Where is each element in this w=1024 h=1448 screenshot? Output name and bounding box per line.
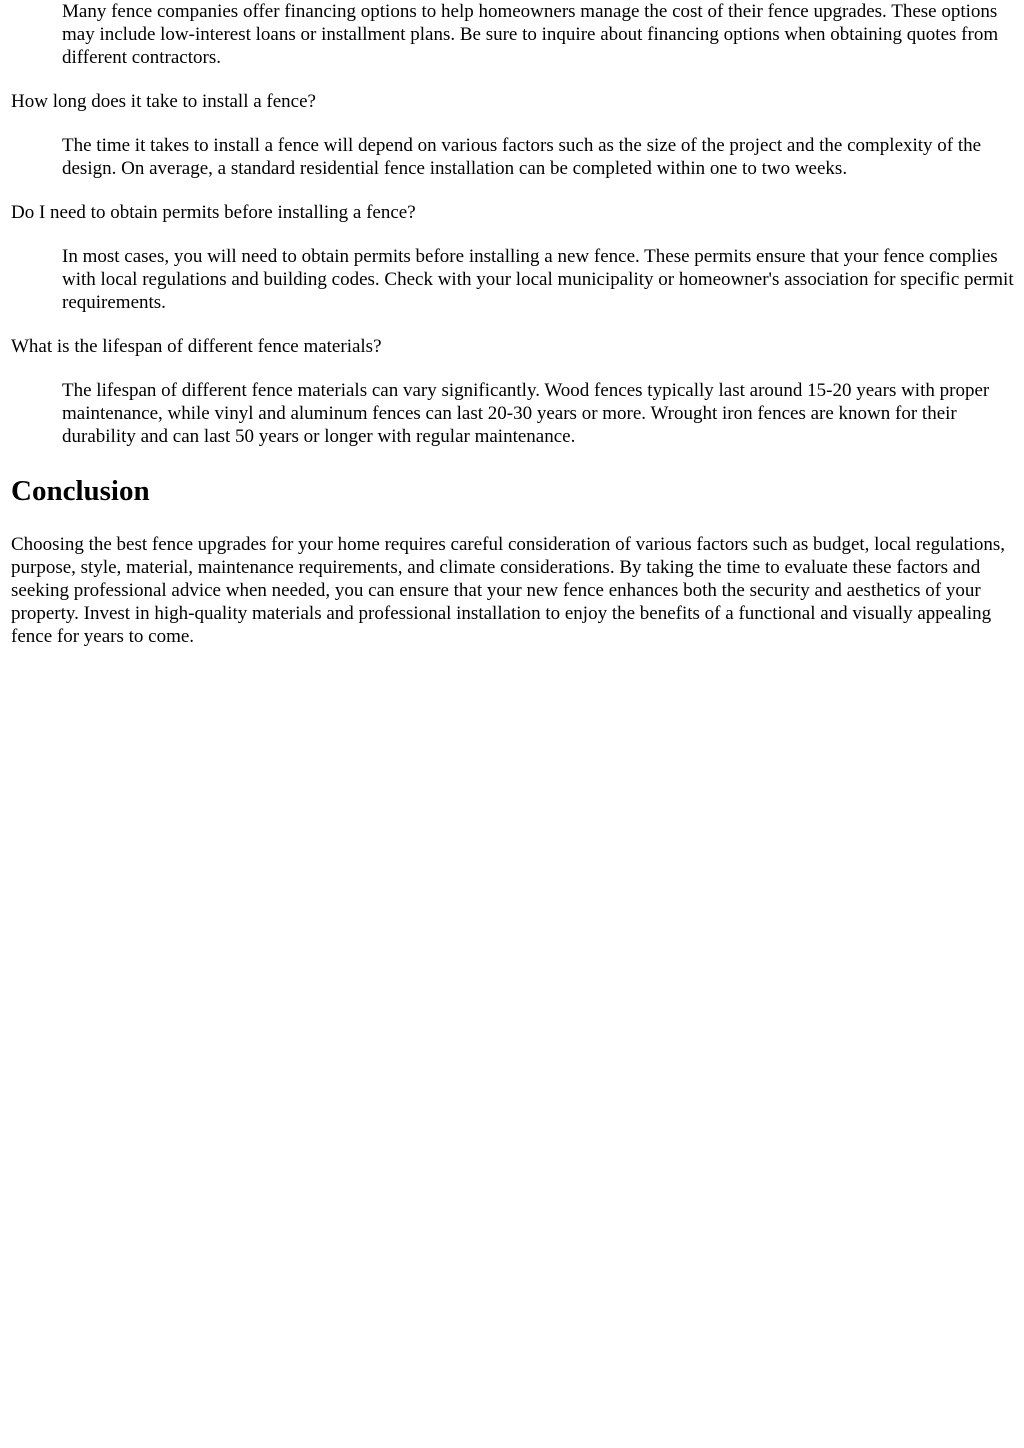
faq-question-lifespan: What is the lifespan of different fence materials? xyxy=(11,336,382,357)
faq-answer-permits: In most cases, you will need to obtain permits before installing a new fence. These permits ensure that your fence complies with local regulations and building codes. Check with your local municipality or homeowner's association for specific permit requirements. xyxy=(62,246,1014,313)
faq-question-permits: Do I need to obtain permits before installing a fence? xyxy=(11,202,416,223)
faq-question-install-time: How long does it take to install a fence? xyxy=(11,91,316,112)
conclusion-heading: Conclusion xyxy=(11,475,150,507)
faq-list xyxy=(11,0,1014,448)
article-page xyxy=(0,0,1024,648)
faq-answer-financing: Many fence companies offer financing options to help homeowners manage the cost of their fence upgrades. These options may include low-interest loans or installment plans. Be sure to inquire about financing options when obtaining quotes from different contractors. xyxy=(62,1,999,68)
conclusion-paragraph: Choosing the best fence upgrades for your home requires careful consideration of various factors such as budget, local regulations, purpose, style, material, maintenance requirements, and climate considerations. By taking the time to evaluate these factors and seeking professional advice when needed, you can ensure that your new fence enhances both the security and aesthetics of your property. Invest in high-quality materials and professional installation to enjoy the benefits of a functional and visually appealing fence for years to come. xyxy=(11,534,1006,647)
faq-answer-install-time: The time it takes to install a fence will depend on various factors such as the size of the project and the complexity of the design. On average, a standard residential fence installation can be completed within one to two weeks. xyxy=(62,135,982,179)
faq-answer-lifespan: The lifespan of different fence materials can vary significantly. Wood fences typically last around 15-20 years with proper maintenance, while vinyl and aluminum fences can last 20-30 years or more. Wrought iron fences are known for their durability and can last 50 years or longer with regular maintenance. xyxy=(62,380,990,447)
